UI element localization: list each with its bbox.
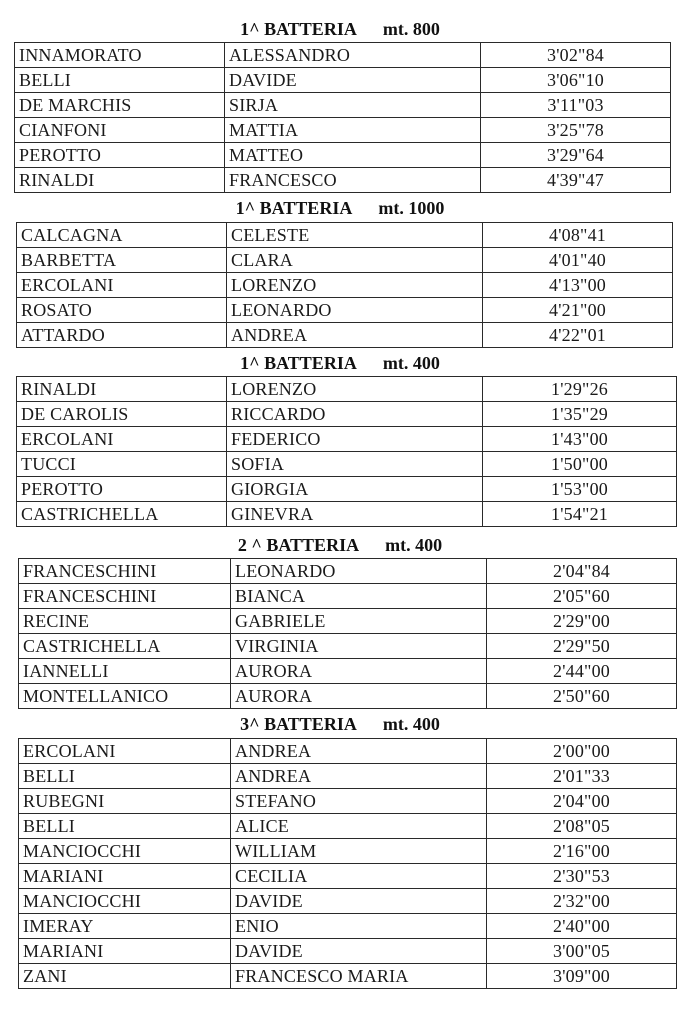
table-row xyxy=(15,68,671,93)
first-name-cell: FRANCESCO xyxy=(225,168,481,193)
table-row xyxy=(19,839,677,864)
table-row xyxy=(19,764,677,789)
first-name-cell: DAVIDE xyxy=(231,939,487,964)
surname-cell: BELLI xyxy=(19,764,231,789)
first-name-cell: BIANCA xyxy=(231,584,487,609)
table-row xyxy=(17,273,673,298)
table-row xyxy=(19,659,677,684)
first-name-cell: DAVIDE xyxy=(231,889,487,914)
time-cell: 2'04"00 xyxy=(487,789,677,814)
table-row xyxy=(17,377,677,402)
first-name-cell: AURORA xyxy=(231,659,487,684)
first-name-cell: LEONARDO xyxy=(231,559,487,584)
surname-cell: BARBETTA xyxy=(17,248,227,273)
table-row xyxy=(15,43,671,68)
table-row xyxy=(17,223,673,248)
surname-cell: MANCIOCCHI xyxy=(19,839,231,864)
first-name-cell: LORENZO xyxy=(227,377,483,402)
first-name-cell: LEONARDO xyxy=(227,298,483,323)
batteria-label: 2 ^ BATTERIA xyxy=(237,535,360,555)
surname-cell: INNAMORATO xyxy=(15,43,225,68)
table-row xyxy=(19,609,677,634)
time-cell: 2'29"50 xyxy=(487,634,677,659)
surname-cell: ZANI xyxy=(19,964,231,989)
table-row xyxy=(19,814,677,839)
table-row xyxy=(19,864,677,889)
first-name-cell: CELESTE xyxy=(227,223,483,248)
table-row xyxy=(17,323,673,348)
surname-cell: ERCOLANI xyxy=(17,427,227,452)
distance-label: mt. 400 xyxy=(382,353,440,373)
first-name-cell: FEDERICO xyxy=(227,427,483,452)
first-name-cell: SOFIA xyxy=(227,452,483,477)
time-cell: 3'25"78 xyxy=(481,118,671,143)
time-cell: 2'32"00 xyxy=(487,889,677,914)
time-cell: 2'29"00 xyxy=(487,609,677,634)
first-name-cell: VIRGINIA xyxy=(231,634,487,659)
table-row xyxy=(15,168,671,193)
table-row xyxy=(17,452,677,477)
surname-cell: RUBEGNI xyxy=(19,789,231,814)
surname-cell: MARIANI xyxy=(19,939,231,964)
distance-label: mt. 1000 xyxy=(378,198,445,218)
first-name-cell: GINEVRA xyxy=(227,502,483,527)
time-cell: 4'39"47 xyxy=(481,168,671,193)
batteria-label: 1^ BATTERIA xyxy=(240,19,357,39)
time-cell: 1'50"00 xyxy=(483,452,677,477)
surname-cell: DE CAROLIS xyxy=(17,402,227,427)
first-name-cell: STEFANO xyxy=(231,789,487,814)
surname-cell: BELLI xyxy=(19,814,231,839)
first-name-cell: SIRJA xyxy=(225,93,481,118)
table-row xyxy=(17,502,677,527)
table-row xyxy=(15,143,671,168)
time-cell: 4'13"00 xyxy=(483,273,673,298)
time-cell: 1'35"29 xyxy=(483,402,677,427)
results-table xyxy=(16,222,673,348)
surname-cell: ERCOLANI xyxy=(19,739,231,764)
surname-cell: DE MARCHIS xyxy=(15,93,225,118)
table-row xyxy=(17,402,677,427)
first-name-cell: ALICE xyxy=(231,814,487,839)
first-name-cell: AURORA xyxy=(231,684,487,709)
table-row xyxy=(17,477,677,502)
surname-cell: CALCAGNA xyxy=(17,223,227,248)
time-cell: 2'00"00 xyxy=(487,739,677,764)
table-row xyxy=(19,789,677,814)
table-row xyxy=(19,964,677,989)
batteria-label: 1^ BATTERIA xyxy=(240,353,357,373)
time-cell: 1'43"00 xyxy=(483,427,677,452)
first-name-cell: CECILIA xyxy=(231,864,487,889)
time-cell: 4'21"00 xyxy=(483,298,673,323)
section-heading xyxy=(160,532,520,558)
first-name-cell: GIORGIA xyxy=(227,477,483,502)
time-cell: 3'02"84 xyxy=(481,43,671,68)
first-name-cell: ENIO xyxy=(231,914,487,939)
surname-cell: FRANCESCHINI xyxy=(19,584,231,609)
surname-cell: ATTARDO xyxy=(17,323,227,348)
table-row xyxy=(19,634,677,659)
section-heading xyxy=(160,711,520,737)
surname-cell: MANCIOCCHI xyxy=(19,889,231,914)
time-cell: 1'29"26 xyxy=(483,377,677,402)
surname-cell: PEROTTO xyxy=(17,477,227,502)
time-cell: 1'54"21 xyxy=(483,502,677,527)
first-name-cell: LORENZO xyxy=(227,273,483,298)
time-cell: 2'04"84 xyxy=(487,559,677,584)
results-table xyxy=(14,42,671,193)
surname-cell: RINALDI xyxy=(15,168,225,193)
time-cell: 4'01"40 xyxy=(483,248,673,273)
first-name-cell: ANDREA xyxy=(231,739,487,764)
time-cell: 3'00"05 xyxy=(487,939,677,964)
time-cell: 2'44"00 xyxy=(487,659,677,684)
table-row xyxy=(15,118,671,143)
distance-label: mt. 800 xyxy=(382,19,440,39)
table-row xyxy=(19,584,677,609)
surname-cell: MARIANI xyxy=(19,864,231,889)
results-table xyxy=(18,558,677,709)
table-row xyxy=(19,914,677,939)
first-name-cell: ANDREA xyxy=(227,323,483,348)
batteria-label: 1^ BATTERIA xyxy=(235,198,353,218)
table-row xyxy=(15,93,671,118)
surname-cell: RECINE xyxy=(19,609,231,634)
surname-cell: FRANCESCHINI xyxy=(19,559,231,584)
time-cell: 2'40"00 xyxy=(487,914,677,939)
first-name-cell: DAVIDE xyxy=(225,68,481,93)
time-cell: 3'11"03 xyxy=(481,93,671,118)
time-cell: 2'05"60 xyxy=(487,584,677,609)
table-row xyxy=(19,684,677,709)
first-name-cell: CLARA xyxy=(227,248,483,273)
table-row xyxy=(17,298,673,323)
surname-cell: BELLI xyxy=(15,68,225,93)
time-cell: 3'06"10 xyxy=(481,68,671,93)
table-row xyxy=(19,559,677,584)
surname-cell: IMERAY xyxy=(19,914,231,939)
time-cell: 2'30"53 xyxy=(487,864,677,889)
first-name-cell: MATTEO xyxy=(225,143,481,168)
first-name-cell: GABRIELE xyxy=(231,609,487,634)
distance-label: mt. 400 xyxy=(385,535,443,555)
time-cell: 3'09"00 xyxy=(487,964,677,989)
surname-cell: ROSATO xyxy=(17,298,227,323)
table-row xyxy=(17,427,677,452)
section-heading xyxy=(150,16,530,42)
table-row xyxy=(19,939,677,964)
time-cell: 2'16"00 xyxy=(487,839,677,864)
first-name-cell: WILLIAM xyxy=(231,839,487,864)
first-name-cell: ALESSANDRO xyxy=(225,43,481,68)
section-heading xyxy=(150,350,530,376)
distance-label: mt. 400 xyxy=(382,714,440,734)
time-cell: 4'08"41 xyxy=(483,223,673,248)
time-cell: 2'08"05 xyxy=(487,814,677,839)
results-table xyxy=(18,738,677,989)
first-name-cell: RICCARDO xyxy=(227,402,483,427)
table-row xyxy=(19,889,677,914)
time-cell: 4'22"01 xyxy=(483,323,673,348)
surname-cell: MONTELLANICO xyxy=(19,684,231,709)
batteria-label: 3^ BATTERIA xyxy=(240,714,357,734)
time-cell: 2'01"33 xyxy=(487,764,677,789)
surname-cell: CASTRICHELLA xyxy=(19,634,231,659)
surname-cell: CIANFONI xyxy=(15,118,225,143)
time-cell: 1'53"00 xyxy=(483,477,677,502)
section-heading xyxy=(150,195,530,221)
time-cell: 3'29"64 xyxy=(481,143,671,168)
time-cell: 2'50"60 xyxy=(487,684,677,709)
surname-cell: ERCOLANI xyxy=(17,273,227,298)
table-row xyxy=(19,739,677,764)
results-table xyxy=(16,376,677,527)
first-name-cell: FRANCESCO MARIA xyxy=(231,964,487,989)
surname-cell: CASTRICHELLA xyxy=(17,502,227,527)
surname-cell: IANNELLI xyxy=(19,659,231,684)
first-name-cell: MATTIA xyxy=(225,118,481,143)
first-name-cell: ANDREA xyxy=(231,764,487,789)
surname-cell: RINALDI xyxy=(17,377,227,402)
surname-cell: TUCCI xyxy=(17,452,227,477)
table-row xyxy=(17,248,673,273)
surname-cell: PEROTTO xyxy=(15,143,225,168)
